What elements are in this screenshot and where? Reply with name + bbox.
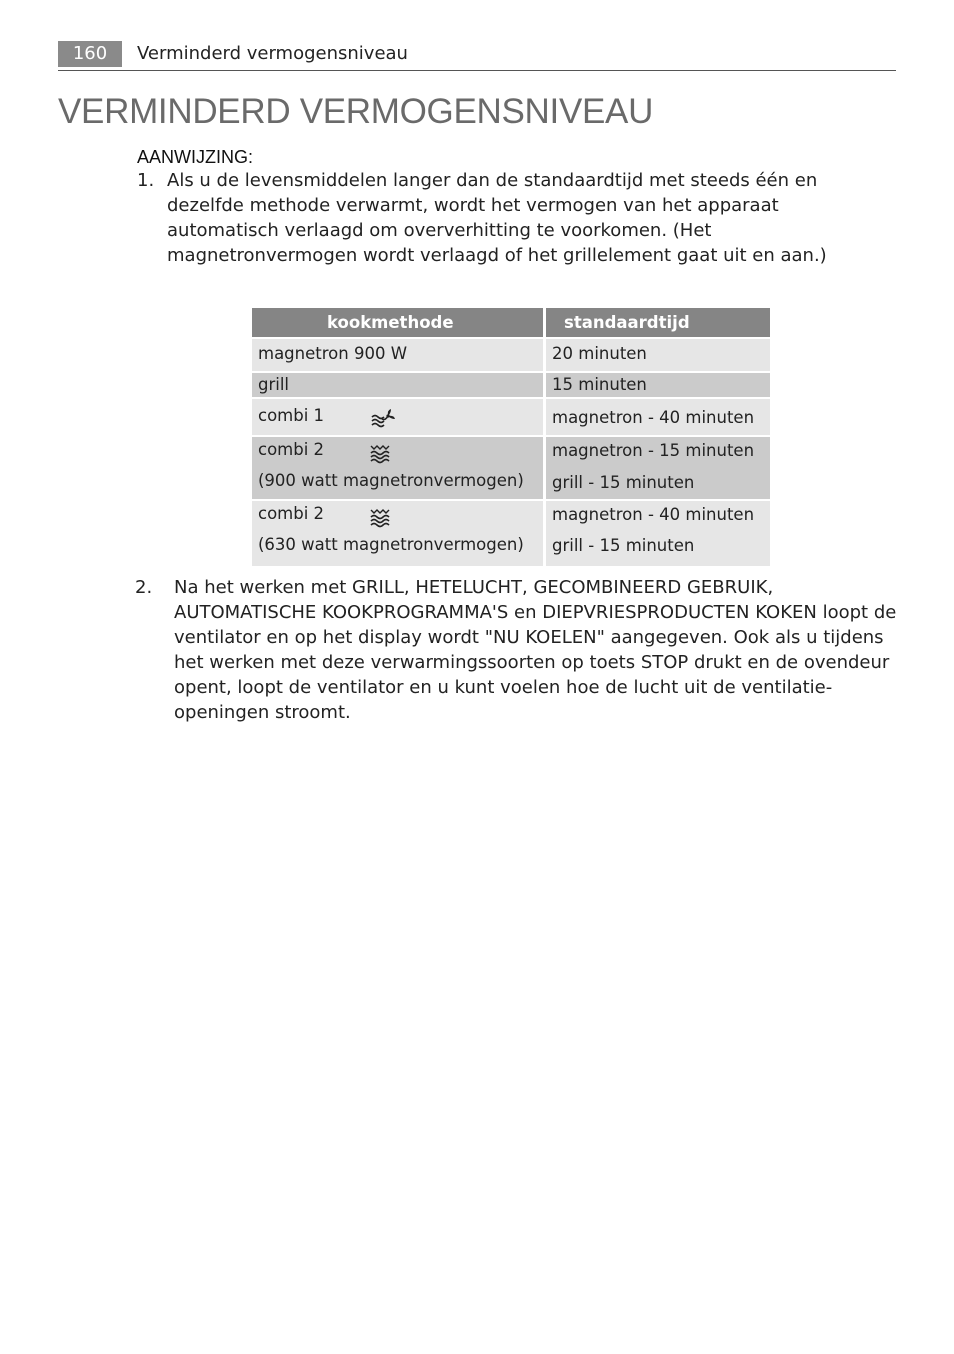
time-label: magnetron - 40 minuten (552, 408, 755, 427)
list-item-number: 2. (135, 577, 153, 598)
standard-time-table (252, 308, 770, 555)
table-row (252, 437, 770, 499)
fan-microwave-icon (370, 407, 396, 429)
grill-microwave-icon (370, 507, 390, 529)
grill-microwave-icon (370, 443, 390, 465)
method-label: combi 1 (258, 406, 325, 425)
table-row (252, 339, 770, 371)
page-header (58, 40, 896, 71)
note-label: AANWIJZING: (137, 147, 253, 167)
method-label: magnetron 900 W (258, 344, 408, 363)
list-item-text: Als u de levensmiddelen langer dan de standaardtijd met steeds één en dezelfde methode verwarmt, wordt het vermogen van het apparaat automatisch verlaagd om oververhitting te voorkomen. (Het magnetronvermogen wordt verlaagd of het grillelement gaat uit en aan.) (167, 170, 827, 266)
table-header-row (252, 308, 770, 337)
time-label: magnetron - 15 minuten (552, 441, 755, 460)
method-label: grill (258, 375, 290, 394)
time-label-2: grill - 15 minuten (552, 473, 695, 492)
column-header-time: standaardtijd (546, 308, 770, 337)
method-note: (630 watt magnetronvermogen) (258, 535, 524, 554)
list-item-number: 1. (137, 170, 155, 191)
list-item-text: Na het werken met GRILL, HETELUCHT, GECOMBINEERD GEBRUIK, AUTOMATISCHE KOOKPROGRAMMA'S en DIEPVRIESPRODUCTEN KOKEN loopt de ventilator en op het display wordt "NU KOELEN" aangegeven. Ook als u tijdens het werken met deze verwarmingssoorten op toets STOP drukt en de ovendeur opent, loopt de ventilator en u kunt voelen hoe de lucht uit de ventilatie-openingen stroomt. (174, 577, 897, 723)
page-title: VERMINDERD VERMOGENSNIVEAU (58, 92, 654, 131)
method-note: (900 watt magnetronvermogen) (258, 471, 524, 490)
header-section-title: Verminderd vermogensniveau (137, 43, 408, 64)
page-number: 160 (58, 41, 122, 67)
time-label-2: grill - 15 minuten (552, 536, 695, 555)
method-label: combi 2 (258, 440, 325, 459)
table-row (252, 399, 770, 435)
table-row (252, 373, 770, 397)
time-label: 20 minuten (552, 344, 647, 363)
time-label: magnetron - 40 minuten (552, 505, 755, 524)
table-row (252, 501, 770, 566)
method-label: combi 2 (258, 504, 325, 523)
column-header-method: kookmethode (252, 308, 543, 337)
time-label: 15 minuten (552, 375, 647, 394)
